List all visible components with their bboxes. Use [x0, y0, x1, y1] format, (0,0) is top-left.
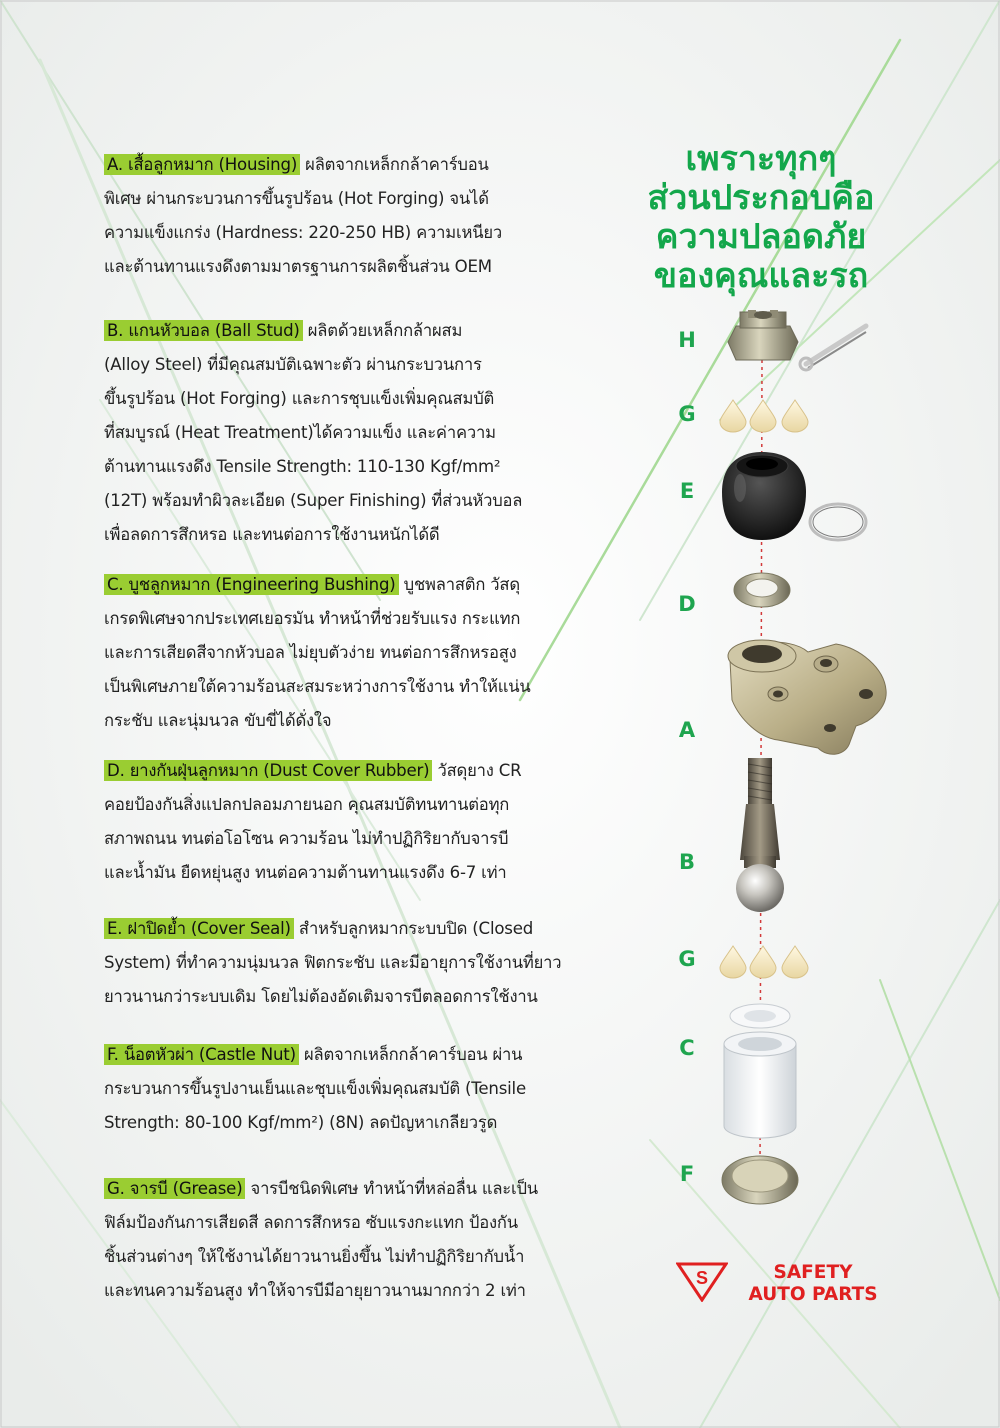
part-label-e: E [679, 479, 695, 503]
safety-logo-icon [676, 1262, 728, 1302]
section-heading: E. ฝาปิดย้ำ (Cover Seal) [104, 918, 294, 939]
section-heading: F. น็อตหัวผ่า (Castle Nut) [104, 1044, 299, 1065]
section-line: และน้ำมัน ยืดหยุ่นสูง ทนต่อความต้านทานแรงดึง 6-7 เท่า [104, 863, 507, 882]
section-heading: C. บูชลูกหมาก (Engineering Bushing) [104, 574, 399, 595]
part-label-b: B [678, 850, 695, 874]
section-line: สำหรับลูกหมากระบบปิด (Closed [293, 919, 534, 938]
section-line: เพื่อลดการสึกหรอ และทนต่อการใช้งานหนักได้ดี [104, 525, 440, 544]
section-castle-nut [104, 1038, 526, 1140]
section-line: (12T) พร้อมทำผิวละเอียด (Super Finishing) ที่ส่วนหัวบอล [104, 491, 523, 510]
section-line: และการเสียดสีจากหัวบอล ไม่ยุบตัวง่าย ทนต่อการสึกหรอสูง [104, 643, 517, 662]
castle-nut-icon [728, 310, 798, 360]
section-heading: B. แกนหัวบอล (Ball Stud) [104, 320, 303, 341]
section-dust-cover [104, 754, 521, 890]
section-grease [104, 1172, 538, 1308]
part-label-g-top: G [678, 402, 696, 426]
section-line: ฟิล์มป้องกันการเสียดสี ลดการสึกหรอ ซับแรงกะแทก ป้องกัน [104, 1213, 518, 1232]
section-heading: A. เสื้อลูกหมาก (Housing) [104, 154, 300, 175]
part-label-g-bottom: G [678, 947, 696, 971]
section-bushing [104, 568, 531, 738]
housing-icon [728, 640, 886, 754]
section-line: ที่สมบูรณ์ (Heat Treatment)ได้ความแข็ง และค่าความ [104, 423, 496, 442]
section-line: ต้านทานแรงดึง Tensile Strength: 110-130 Kgf/mm² [104, 457, 501, 476]
section-line: วัสดุยาง CR [432, 761, 522, 780]
brand-name [740, 1262, 886, 1306]
section-line: กระบวนการขึ้นรูปงานเย็นและชุบแข็งเพิ่มคุณสมบัติ (Tensile [104, 1079, 526, 1098]
grease-drops-top-icon [720, 400, 808, 432]
section-line: ชิ้นส่วนต่างๆ ให้ใช้งานได้ยาวนานยิ่งขึ้น ไม่ทำปฏิกิริยากับน้ำ [104, 1247, 525, 1266]
grease-drops-bottom-icon [720, 946, 808, 978]
section-line: พิเศษ ผ่านกระบวนการขึ้นรูปร้อน (Hot Forging) จนได้ [104, 189, 489, 208]
section-line: บูชพลาสติก วัสดุ [398, 575, 520, 594]
snap-ring-icon [810, 504, 866, 540]
section-line: สภาพถนน ทนต่อโอโซน ความร้อน ไม่ทำปฏิกิริยากับจารบี [104, 829, 509, 848]
headline-line-4: ของคุณและรถ [653, 256, 869, 296]
part-label-f: F [679, 1162, 695, 1186]
ball-stud-icon [736, 758, 784, 912]
section-line: ขึ้นรูปร้อน (Hot Forging) และการชุบแข็งเพิ่มคุณสมบัติ [104, 389, 495, 408]
section-line: คอยป้องกันสิ่งแปลกปลอมภายนอก คุณสมบัติทนทานต่อทุก [104, 795, 510, 814]
section-heading: D. ยางกันฝุ่นลูกหมาก (Dust Cover Rubber) [104, 760, 432, 781]
section-line: กระชับ และนุ่มนวล ขับขี่ได้ดั่งใจ [104, 711, 332, 730]
bushing-icon [724, 1004, 796, 1138]
section-line: และต้านทานแรงดึงตามมาตรฐานการผลิตชิ้นส่วน OEM [104, 257, 492, 276]
bottom-cap-icon [722, 1156, 798, 1204]
section-line: เป็นพิเศษภายใต้ความร้อนสะสมระหว่างการใช้งาน ทำให้แน่น [104, 677, 531, 696]
section-line: ผลิตจากเหล็กกล้าคาร์บอน ผ่าน [298, 1045, 523, 1064]
part-label-d: D [678, 592, 696, 616]
section-line: และทนความร้อนสูง ทำให้จารบีมีอายุยาวนานมากกว่า 2 เท่า [104, 1281, 526, 1300]
headline-line-1: เพราะทุกๆ [685, 139, 837, 179]
headline-line-3: ความปลอดภัย [655, 217, 867, 257]
part-label-a: A [678, 718, 696, 742]
section-cover-seal [104, 912, 561, 1014]
section-line: (Alloy Steel) ที่มีคุณสมบัติเฉพาะตัว ผ่านกระบวนการ [104, 355, 482, 374]
cover-seal-washer-icon [734, 573, 790, 607]
dust-cover-boot-icon [722, 452, 806, 540]
part-label-c: C [679, 1036, 695, 1060]
cotter-pin-icon [800, 326, 866, 370]
brand-line-2: AUTO PARTS [748, 1284, 878, 1305]
section-ball-stud [104, 314, 522, 552]
headline [626, 140, 896, 296]
section-line: เกรดพิเศษจากประเทศเยอรมัน ทำหน้าที่ช่วยรับแรง กระแทก [104, 609, 521, 628]
section-line: ผลิตด้วยเหล็กกล้าผสม [302, 321, 463, 340]
section-line: ยาวนานกว่าระบบเดิม โดยไม่ต้องอัดเติมจารบีตลอดการใช้งาน [104, 987, 538, 1006]
brand-line-1: SAFETY [773, 1262, 853, 1283]
section-housing [104, 148, 502, 284]
section-line: ผลิตจากเหล็กกล้าคาร์บอน [300, 155, 489, 174]
logo-letter: S [695, 1268, 709, 1288]
section-heading: G. จารบี (Grease) [104, 1178, 245, 1199]
section-line: System) ที่ทำความนุ่มนวล ฟิตกระชับ และมีอายุการใช้งานที่ยาว [104, 953, 562, 972]
headline-line-2: ส่วนประกอบคือ [647, 178, 875, 218]
section-line: จารบีชนิดพิเศษ ทำหน้าที่หล่อลื่น และเป็น [245, 1179, 538, 1198]
section-line: ความแข็งแกร่ง (Hardness: 220-250 HB) ความเหนียว [104, 223, 502, 242]
section-line: Strength: 80-100 Kgf/mm²) (8N) ลดปัญหาเกลียวรูด [104, 1113, 498, 1132]
part-label-h: H [678, 328, 696, 352]
